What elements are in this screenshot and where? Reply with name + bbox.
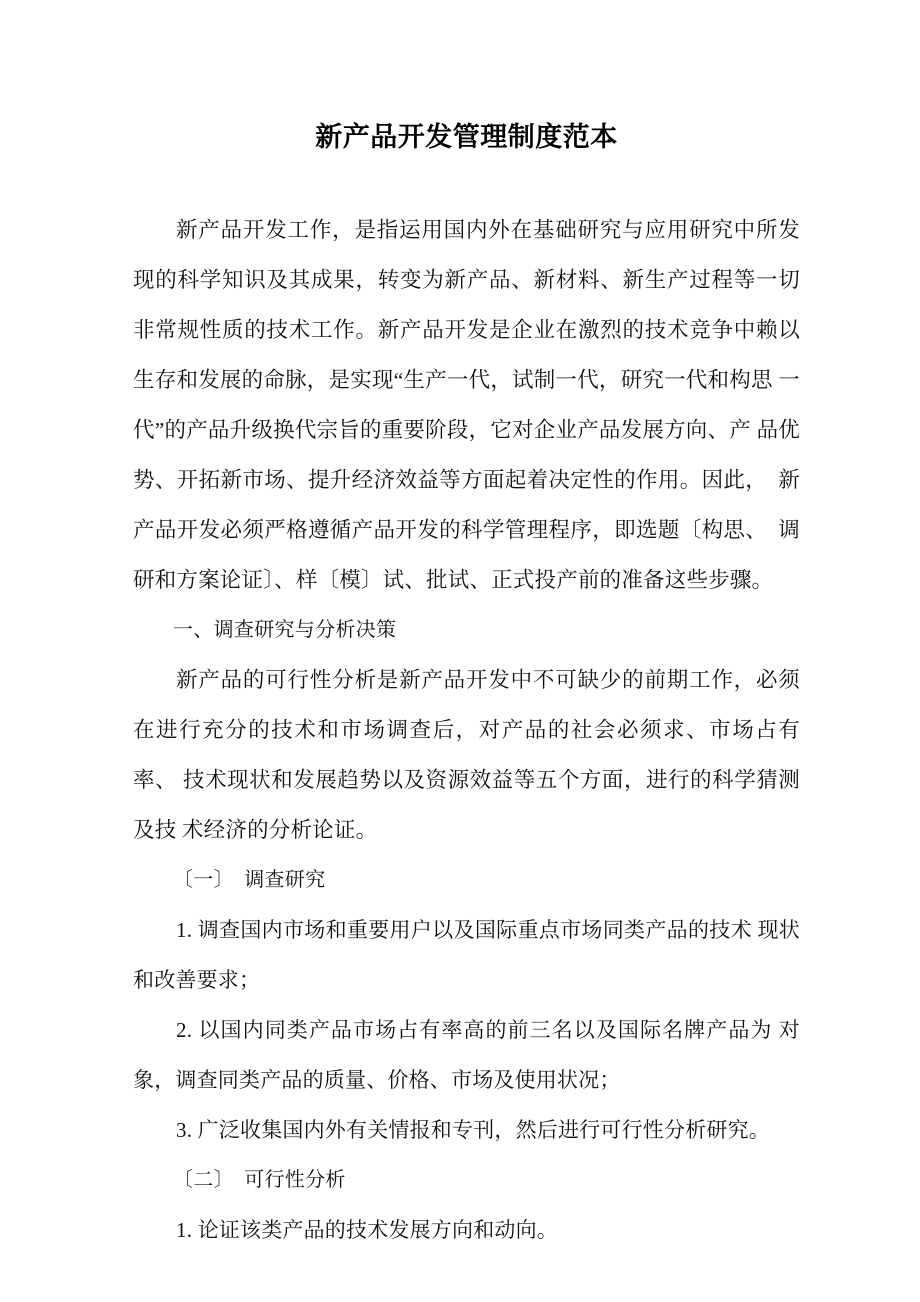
list-item-research-2: 2. 以国内同类产品市场占有率高的前三名以及国际名牌产品为 对象，调查同类产品的质量、价格、市场及使用状况； bbox=[133, 1018, 800, 1092]
document-content bbox=[133, 0, 822, 1255]
paragraph-feasibility-analysis: 新产品的可行性分析是新产品开发中不可缺少的前期工作，必须 在进行充分的技术和市场调查后，对产品的社会必须求、市场占有率、 技术现状和发展趋势以及资源效益等五个方面，进行的科学猜测及技 术经济的分析论证。 bbox=[133, 668, 822, 842]
list-item-feasibility-1: 1. 论证该类产品的技术发展方向和动向。 bbox=[176, 1218, 558, 1242]
page-title: 新产品开发管理制度范本 bbox=[315, 122, 618, 152]
heading-subsection-two: 〔二〕 可行性分析 bbox=[173, 1169, 346, 1191]
list-item-research-3: 3. 广泛收集国内外有关情报和专刊，然后进行可行性分析研究。 bbox=[176, 1118, 770, 1142]
heading-section-one: 一、调查研究与分析决策 bbox=[173, 619, 397, 641]
list-item-research-1: 1. 调查国内市场和重要用户以及国际重点市场同类产品的技术 现状和改善要求； bbox=[133, 918, 800, 992]
heading-subsection-one: 〔一〕 调查研究 bbox=[173, 869, 326, 891]
paragraph-introduction: 新产品开发工作，是指运用国内外在基础研究与应用研究中所发 现的科学知识及其成果，转变为新产品、新材料、新生产过程等一切 非常规性质的技术工作。新产品开发是企业在激烈的技术竞争中赖以 生存和发展的命脉，是实现“生产一代，试制一代，研究一代和构思 一代”的产品升级换代宗旨的重要阶段，它对企业产品发展方向、产 品优势、开拓新市场、提升经济效益等方面起着决定性的作用。因此， 新产品开发必须严格遵循产品开发的科学管理程序，即选题〔构思、 调研和方案论证〕、样〔模〕试、批试、正式投产前的准备这些步骤。 bbox=[133, 218, 822, 592]
